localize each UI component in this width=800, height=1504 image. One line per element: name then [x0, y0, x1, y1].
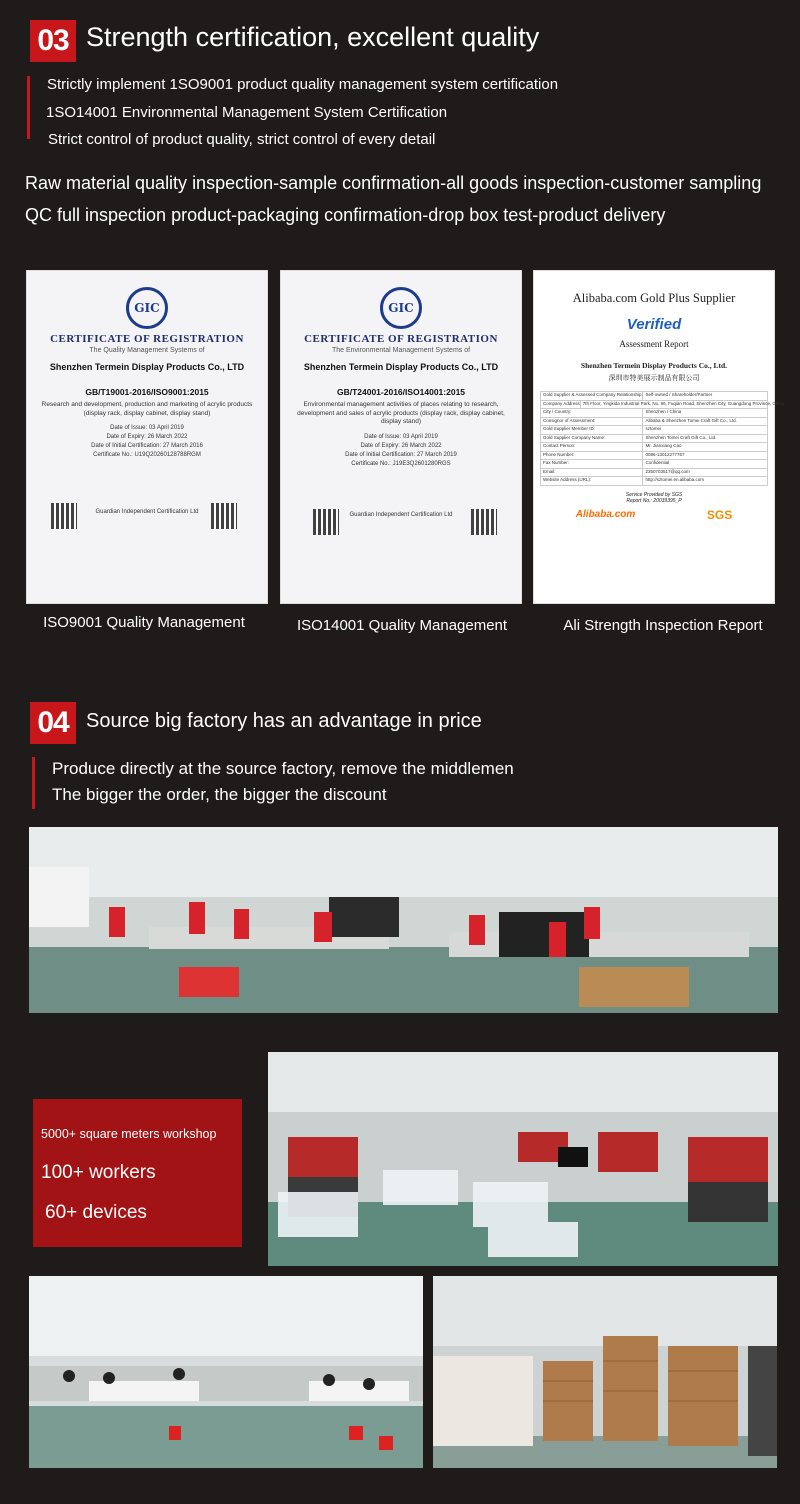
certificate-company: Shenzhen Termein Display Products Co., LTD	[49, 362, 245, 372]
laser-machines-photo	[268, 1052, 778, 1266]
report-field-value: Alibaba & Shenzhen Tomei Craft Gift Co., Ltd.	[645, 417, 737, 423]
report-table-row	[541, 435, 767, 444]
report-table-row	[541, 409, 767, 418]
devices-stat: 60+ devices	[45, 1202, 147, 1223]
report-field-label: Fax Number:	[541, 460, 643, 468]
verified-badge: Verified	[626, 316, 682, 333]
report-field-value: 7th Floor, Yingkida Industrial Park, No. 96, Fuqian Road, Shenzhen City, Guangdong Province, China	[582, 400, 785, 406]
certificate-initial-date: Date of Initial Certification: 27 March 2016	[91, 443, 203, 450]
ali-header: Alibaba.com Gold Plus Supplier	[572, 291, 736, 305]
warehouse-stock-photo	[433, 1276, 777, 1468]
certificate-standard: GB/T19001-2016/ISO9001:2015	[85, 386, 209, 397]
report-field-label: Company Address	[541, 401, 581, 409]
certificate-standard: GB/T24001-2016/ISO14001:2015	[336, 386, 466, 397]
report-field-value: Confidential	[645, 460, 670, 465]
report-table-row	[541, 392, 767, 401]
report-field-value: 2350703517@qq.com	[645, 468, 690, 474]
report-field-label: Gold Supplier Member ID:	[541, 426, 643, 434]
qr-code-icon	[471, 509, 497, 535]
factory-stats-box	[33, 1099, 242, 1247]
report-company-en: Shenzhen Termein Display Products Co., Ltd.	[580, 361, 728, 370]
certifying-body: Guardian Independent Certification Ltd	[95, 509, 199, 516]
process-line-1: Raw material quality inspection-sample confirmation-all goods inspection-customer sampling	[25, 173, 762, 193]
report-field-label: City / Country:	[541, 409, 643, 417]
qr-code-icon	[51, 503, 77, 529]
report-table-row	[541, 460, 767, 469]
report-field-value: Shenzhen / China	[645, 409, 682, 414]
certificate-issue-date: Date of Issue: 03 April 2019	[364, 434, 438, 441]
report-table-row	[541, 443, 767, 452]
certificate-expiry-date: Date of Expiry: 26 March 2022	[106, 434, 188, 441]
report-title: Assessment Report	[619, 339, 689, 349]
process-line-2: QC full inspection product-packaging confirmation-drop box test-product delivery	[25, 205, 666, 225]
section-4-title: Source big factory has an advantage in price	[86, 710, 482, 732]
workshop-area-stat: 5000+ square meters workshop	[41, 1127, 217, 1141]
qr-code-icon	[211, 503, 237, 529]
report-table-row	[541, 477, 767, 486]
report-field-label: Phone Number:	[541, 452, 643, 460]
workers-stat: 100+ workers	[41, 1162, 156, 1183]
section-3-point-2: 1SO14001 Environmental Management System Certification	[46, 104, 448, 121]
certificate-subtitle: The Environmental Management Systems of	[331, 347, 471, 354]
report-field-label: Website Address (URL):	[541, 477, 643, 485]
report-field-label: Contact Person:	[541, 443, 643, 451]
section-3-accent-bar	[27, 76, 30, 139]
report-field-value: Shenzhen Tomei Craft Gift Co., Ltd.	[645, 434, 717, 440]
section-3-point-1: Strictly implement 1SO9001 product quality management system certification	[47, 76, 559, 93]
report-table-row	[541, 418, 767, 427]
report-table-row	[541, 400, 785, 410]
report-number: Report No.: 20039395_P	[626, 497, 682, 504]
section-4-accent-bar	[32, 757, 35, 809]
certificate-company: Shenzhen Termein Display Products Co., LTD	[303, 362, 499, 372]
report-field-label: Gold Supplier Company Name:	[541, 435, 643, 443]
report-table-row	[541, 469, 767, 478]
section-3-number-badge: 03	[30, 20, 76, 62]
iso9001-caption: ISO9001 Quality Management	[43, 614, 245, 631]
report-table	[540, 391, 785, 486]
ali-report-caption: Ali Strength Inspection Report	[563, 617, 763, 634]
report-provided-by: Service Provided by SGS	[625, 491, 683, 498]
certifying-body: Guardian Independent Certification Ltd	[349, 512, 453, 519]
report-field-label: Email:	[541, 469, 643, 477]
certificate-activities: Environmental management activities of places relating to research, development and sales of acrylic products (display rack, display cabinet, display stand)	[297, 400, 505, 426]
report-field-value: sztomei	[645, 426, 661, 431]
section-3-point-3: Strict control of product quality, strict control of every detail	[48, 131, 436, 148]
certificate-initial-date: Date of Initial Certification: 27 March 2019	[345, 452, 457, 459]
certificate-title: CERTIFICATE OF REGISTRATION	[50, 333, 244, 345]
factory-assembly-photo	[29, 827, 778, 1013]
certificate-number: Certificate No.: J19E3Q2601280RGS	[351, 461, 451, 468]
report-table-row	[541, 426, 767, 435]
gic-seal-icon: GIC	[380, 287, 422, 329]
certificate-title: CERTIFICATE OF REGISTRATION	[304, 333, 498, 345]
report-field-value: http://sztomei.en.alibaba.com	[645, 477, 704, 482]
report-table-row	[541, 452, 767, 461]
certificate-number: Certificate No.: U19Q20260128788RGM	[93, 452, 201, 459]
alibaba-logo: Alibaba.com	[575, 509, 636, 520]
certificate-issue-date: Date of Issue: 03 April 2019	[110, 425, 184, 432]
report-field-label: Gold Supplier & Assessed Company Relationship:	[541, 392, 643, 400]
report-field-value: 0086-13012277767	[645, 451, 685, 457]
iso14001-certificate-image	[280, 270, 522, 604]
section-4-point-1: Produce directly at the source factory, remove the middlemen	[52, 759, 514, 778]
iso14001-caption: ISO14001 Quality Management	[296, 617, 508, 634]
certificate-expiry-date: Date of Expiry: 26 March 2022	[360, 443, 442, 450]
section-4-number-badge: 04	[30, 702, 76, 744]
report-company-cn: 深圳市特美展示制品有限公司	[608, 375, 700, 382]
report-field-label: Consignor of Assessment:	[541, 418, 643, 426]
certificate-subtitle: The Quality Management Systems of	[89, 347, 205, 354]
report-field-value: Mr. Jianxiang Cao	[645, 443, 682, 448]
gic-seal-icon: GIC	[126, 287, 168, 329]
ali-assessment-report-image	[533, 270, 785, 604]
section-4-point-2: The bigger the order, the bigger the discount	[52, 785, 387, 804]
certificate-activities: Research and development, production and marketing of acrylic products (display rack, display cabinet, display stand)	[41, 400, 253, 417]
report-field-value: Self-owned / Shareholder/Partner	[645, 392, 713, 397]
sgs-logo: SGS	[706, 507, 733, 522]
qr-code-icon	[313, 509, 339, 535]
iso9001-certificate-image	[26, 270, 268, 604]
packing-area-photo	[29, 1276, 423, 1468]
section-3-title: Strength certification, excellent quality	[86, 22, 540, 52]
